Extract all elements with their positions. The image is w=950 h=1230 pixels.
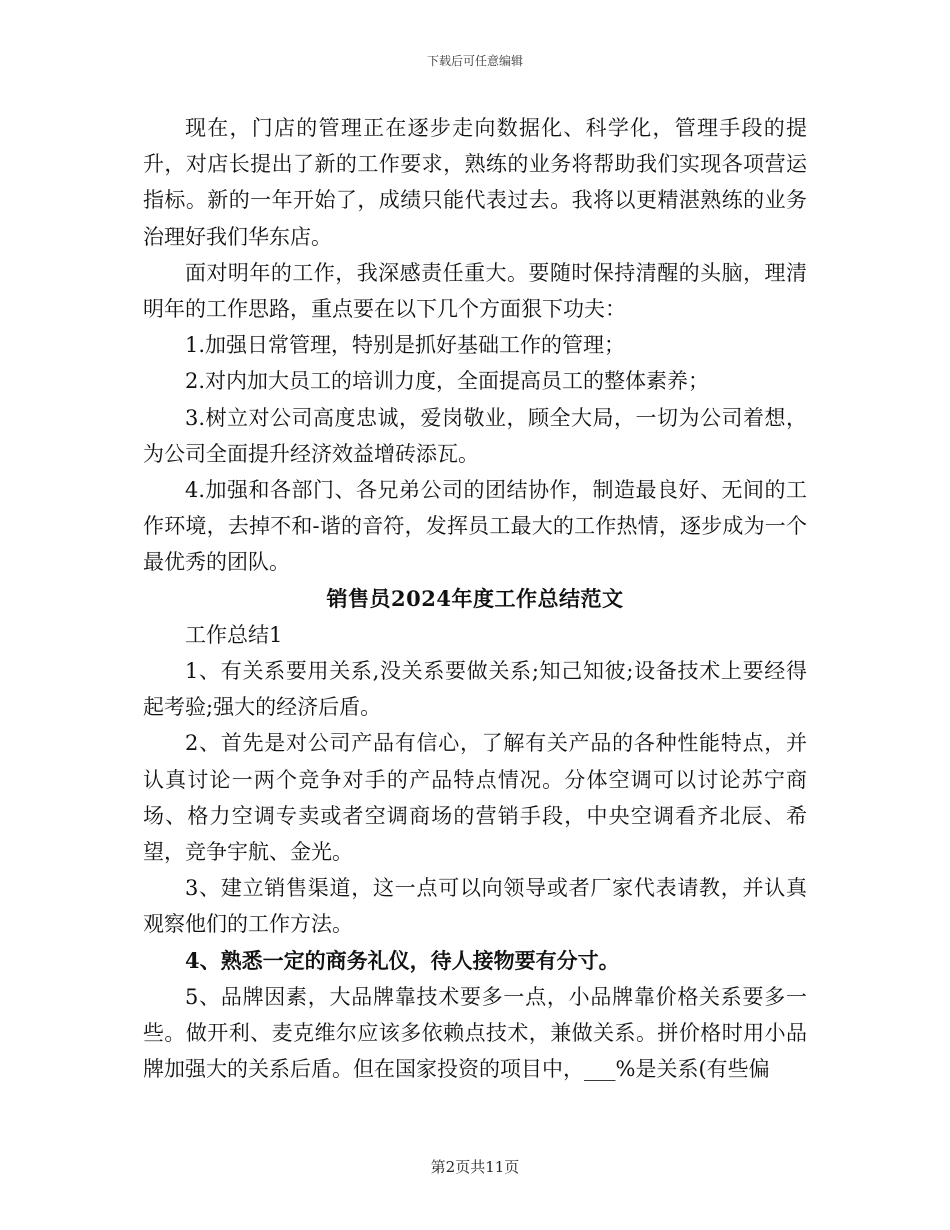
paragraph-next-year-plan: 面对明年的工作，我深感责任重大。要随时保持清醒的头脑，理清明年的工作思路，重点要在以下几个方面狠下功夫： (143, 260, 807, 322)
page-footer: 第2页共11页 (430, 1158, 520, 1176)
list-item-3: 3.树立对公司高度忠诚，爱岗敬业，顾全大局，一切为公司着想，为公司全面提升经济效益增砖添瓦。 (143, 405, 807, 466)
summary-point-2: 2、首先是对公司产品有信心，了解有关产品的各种性能特点，并认真讨论一两个竞争对手的产品特点情况。分体空调可以讨论苏宁商场、格力空调专卖或者空调商场的营销手段，中央空调看齐北辰、希望，竞争宇航、金光。 (143, 731, 807, 865)
list-item-1: 1.加强日常管理，特别是抓好基础工作的管理； (185, 333, 626, 358)
subheading-summary-1: 工作总结1 (185, 622, 283, 647)
document-body (143, 110, 807, 1087)
paragraph-store-management: 现在，门店的管理正在逐步走向数据化、科学化，管理手段的提升，对店长提出了新的工作要求，熟练的业务将帮助我们实现各项营运指标。新的一年开始了，成绩只能代表过去。我将以更精湛熟练的业务治理好我们华东店。 (143, 116, 807, 249)
summary-point-4: 4、熟悉一定的商务礼仪，待人接物要有分寸。 (185, 947, 620, 973)
list-item-2: 2.对内加大员工的培训力度，全面提高员工的整体素养； (185, 369, 710, 394)
summary-point-5: 5、品牌因素，大品牌靠技术要多一点，小品牌靠价格关系要多一些。做开利、麦克维尔应该多依赖点技术，兼做关系。拼价格时用小品牌加强大的关系后盾。但在国家投资的项目中，___%是关系(有些偏 (143, 984, 807, 1082)
page-header: 下载后可任意编辑 (426, 54, 523, 68)
section-title: 销售员2024年度工作总结范文 (326, 585, 624, 611)
summary-point-3: 3、建立销售渠道，这一点可以向领导或者厂家代表请教，并认真观察他们的工作方法。 (143, 876, 807, 937)
list-item-4: 4.加强和各部门、各兄弟公司的团结协作，制造最良好、无间的工作环境，去掉不和-谐的音符，发挥员工最大的工作热情，逐步成为一个最优秀的团队。 (143, 478, 807, 575)
summary-point-1: 1、有关系要用关系,没关系要做关系;知己知彼;设备技术上要经得起考验;强大的经济后盾。 (143, 659, 807, 720)
